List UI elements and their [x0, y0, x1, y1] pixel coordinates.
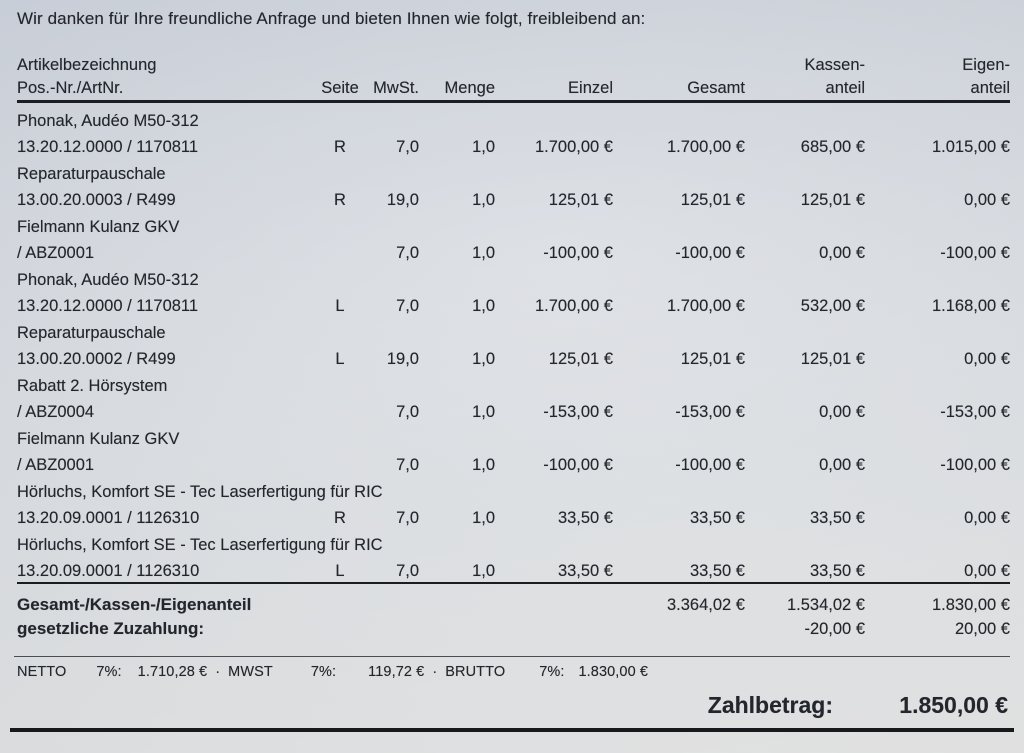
item-name: Fielmann Kulanz GKV	[17, 430, 180, 448]
item-menge: 1,0	[472, 350, 495, 368]
item-einzel: 33,50 €	[557, 509, 613, 527]
item-pos-nr: / ABZ0004	[17, 403, 95, 421]
item-name-row	[17, 158, 1010, 185]
item-kassenanteil: 0,00 €	[819, 244, 865, 262]
netto-rate: 7%:	[96, 664, 122, 680]
item-values-row	[17, 503, 1010, 529]
tax-summary-line	[17, 664, 1024, 680]
item-seite: L	[335, 350, 345, 368]
column-header-kassen-line2: anteil	[825, 79, 865, 97]
intro-text: Wir danken für Ihre freundliche Anfrage und bieten Ihnen wie folgt, freibleibend an:	[17, 9, 646, 28]
item-gesamt: 125,01 €	[680, 350, 745, 368]
item-pos-nr: / ABZ0001	[17, 456, 95, 474]
item-pos-nr: 13.20.09.0001 / 1126310	[17, 509, 200, 527]
column-header-kassen-line1: Kassen-	[804, 56, 865, 74]
item-gesamt: 33,50 €	[689, 509, 745, 527]
item-kassenanteil: 532,00 €	[800, 297, 865, 315]
payment-total-label: Zahlbetrag:	[707, 692, 833, 718]
item-name: Rabatt 2. Hörsystem	[17, 377, 168, 395]
item-seite: R	[334, 509, 346, 527]
item-eigenanteil: -100,00 €	[940, 456, 1010, 474]
item-values-row	[17, 344, 1010, 370]
item-eigenanteil: 0,00 €	[964, 562, 1010, 580]
item-name: Fielmann Kulanz GKV	[17, 218, 180, 236]
item-gesamt: -100,00 €	[675, 244, 745, 262]
item-pos-nr: 13.20.12.0000 / 1170811	[17, 297, 199, 315]
item-eigenanteil: 0,00 €	[964, 191, 1010, 209]
item-values-row	[17, 238, 1010, 264]
summary-zuzahlung-eigen-value: 20,00 €	[954, 620, 1010, 638]
payment-total-value: 1.850,00 €	[899, 692, 1008, 718]
brutto-label: BRUTTO	[445, 664, 506, 680]
item-eigenanteil: 0,00 €	[964, 350, 1010, 368]
item-name-row	[17, 476, 1010, 503]
item-mwst: 7,0	[396, 509, 419, 527]
mwst-value: 119,72 €	[368, 664, 425, 680]
item-mwst: 7,0	[396, 138, 419, 156]
item-menge: 1,0	[472, 562, 495, 580]
column-header-seite: Seite	[317, 54, 363, 102]
item-name-row	[17, 423, 1010, 450]
item-seite	[317, 397, 363, 423]
item-eigenanteil: -153,00 €	[940, 403, 1010, 421]
column-header-article-line2: Pos.-Nr./ArtNr.	[17, 79, 124, 97]
column-header-mwst: MwSt.	[363, 54, 419, 102]
item-menge: 1,0	[472, 403, 495, 421]
item-values-row	[17, 397, 1010, 423]
item-gesamt: -100,00 €	[675, 456, 745, 474]
table-summary	[17, 583, 1010, 641]
item-einzel: 125,01 €	[548, 191, 613, 209]
item-name: Phonak, Audéo M50-312	[17, 271, 199, 289]
item-gesamt: 33,50 €	[689, 562, 745, 580]
item-pos-nr: 13.20.12.0000 / 1170811	[17, 138, 199, 156]
mwst-rate: 7%:	[310, 664, 337, 680]
item-kassenanteil: 33,50 €	[809, 562, 865, 580]
item-values-row	[17, 556, 1010, 583]
summary-kassen-value: 1.534,02 €	[745, 583, 865, 617]
item-gesamt: 1.700,00 €	[667, 297, 745, 315]
table-items	[17, 102, 1010, 584]
item-name: Phonak, Audéo M50-312	[17, 112, 199, 130]
netto-label: NETTO	[17, 664, 67, 680]
brutto-value: 1.830,00 €	[578, 664, 649, 680]
item-kassenanteil: 0,00 €	[819, 403, 865, 421]
item-seite	[317, 238, 363, 264]
item-einzel: -100,00 €	[543, 244, 613, 262]
item-einzel: -100,00 €	[543, 456, 613, 474]
item-pos-nr: 13.20.09.0001 / 1126310	[17, 562, 200, 580]
column-header-menge: Menge	[419, 54, 495, 102]
item-eigenanteil: -100,00 €	[940, 244, 1010, 262]
summary-row-zuzahlung	[17, 617, 1010, 641]
item-values-row	[17, 185, 1010, 211]
item-menge: 1,0	[472, 191, 495, 209]
item-name: Reparaturpauschale	[17, 165, 166, 183]
item-mwst: 7,0	[396, 562, 419, 580]
summary-totals-label: Gesamt-/Kassen-/Eigenanteil	[17, 583, 613, 617]
item-menge: 1,0	[472, 138, 495, 156]
item-mwst: 7,0	[396, 403, 419, 421]
table-header-row	[17, 54, 1010, 102]
item-name-row	[17, 529, 1010, 556]
item-seite: L	[335, 562, 345, 580]
column-header-eigenanteil	[865, 54, 1010, 102]
item-eigenanteil: 1.015,00 €	[932, 138, 1010, 156]
item-name-row	[17, 317, 1010, 344]
item-mwst: 7,0	[396, 297, 419, 315]
item-kassenanteil: 0,00 €	[819, 456, 865, 474]
item-mwst: 7,0	[396, 456, 419, 474]
offer-table	[17, 54, 1010, 641]
item-menge: 1,0	[472, 244, 495, 262]
summary-gesamt-value: 3.364,02 €	[613, 583, 745, 617]
item-gesamt: 125,01 €	[680, 191, 745, 209]
item-seite: L	[335, 297, 345, 315]
item-values-row	[17, 450, 1010, 476]
item-kassenanteil: 685,00 €	[800, 138, 865, 156]
item-seite: R	[334, 138, 346, 156]
item-kassenanteil: 125,01 €	[800, 191, 865, 209]
column-header-eigen-line1: Eigen-	[962, 56, 1010, 74]
netto-value: 1.710,28 €	[137, 664, 208, 680]
item-seite: R	[334, 191, 346, 209]
item-menge: 1,0	[472, 456, 495, 474]
item-einzel: -153,00 €	[543, 403, 613, 421]
item-name-row	[17, 264, 1010, 291]
item-einzel: 1.700,00 €	[535, 138, 613, 156]
item-name-row	[17, 370, 1010, 397]
column-header-einzel: Einzel	[495, 54, 613, 102]
item-kassenanteil: 33,50 €	[809, 509, 865, 527]
item-eigenanteil: 0,00 €	[964, 509, 1010, 527]
summary-zuzahlung-kassen-value: -20,00 €	[804, 620, 865, 638]
item-name-row	[17, 211, 1010, 238]
item-einzel: 33,50 €	[557, 562, 613, 580]
separator-rule	[14, 656, 1010, 657]
brutto-rate: 7%:	[539, 664, 565, 680]
item-menge: 1,0	[472, 509, 495, 527]
table-header	[17, 54, 1010, 102]
item-pos-nr: 13.00.20.0002 / R499	[17, 350, 176, 368]
item-mwst: 7,0	[396, 244, 419, 262]
item-name: Hörluchs, Komfort SE - Tec Laserfertigung für RIC	[17, 536, 383, 554]
payment-total-row	[0, 692, 1008, 719]
item-pos-nr: 13.00.20.0003 / R499	[17, 191, 176, 209]
dot-separator: ·	[215, 664, 221, 680]
bottom-rule	[10, 728, 1014, 732]
item-kassenanteil: 125,01 €	[800, 350, 865, 368]
summary-zuzahlung-label: gesetzliche Zuzahlung:	[17, 619, 205, 638]
summary-eigen-value: 1.830,00 €	[865, 583, 1010, 617]
column-header-gesamt: Gesamt	[613, 54, 745, 102]
item-mwst: 19,0	[386, 191, 419, 209]
mwst-label: MWST	[228, 664, 273, 680]
item-einzel: 125,01 €	[548, 350, 613, 368]
item-menge: 1,0	[472, 297, 495, 315]
column-header-eigen-line2: anteil	[970, 79, 1010, 97]
item-name: Hörluchs, Komfort SE - Tec Laserfertigung für RIC	[17, 483, 383, 501]
column-header-kassenanteil	[745, 54, 865, 102]
item-einzel: 1.700,00 €	[535, 297, 613, 315]
item-values-row	[17, 291, 1010, 317]
item-values-row	[17, 132, 1010, 158]
item-seite	[317, 450, 363, 476]
item-name-row	[17, 102, 1010, 133]
item-name: Reparaturpauschale	[17, 324, 166, 342]
item-gesamt: -153,00 €	[675, 403, 745, 421]
dot-separator: ·	[432, 664, 438, 680]
summary-row-totals	[17, 583, 1010, 617]
item-pos-nr: / ABZ0001	[17, 244, 95, 262]
item-gesamt: 1.700,00 €	[667, 138, 745, 156]
column-header-article-line1: Artikelbezeichnung	[17, 56, 157, 74]
item-mwst: 19,0	[386, 350, 419, 368]
item-eigenanteil: 1.168,00 €	[932, 297, 1010, 315]
column-header-article	[17, 54, 317, 102]
